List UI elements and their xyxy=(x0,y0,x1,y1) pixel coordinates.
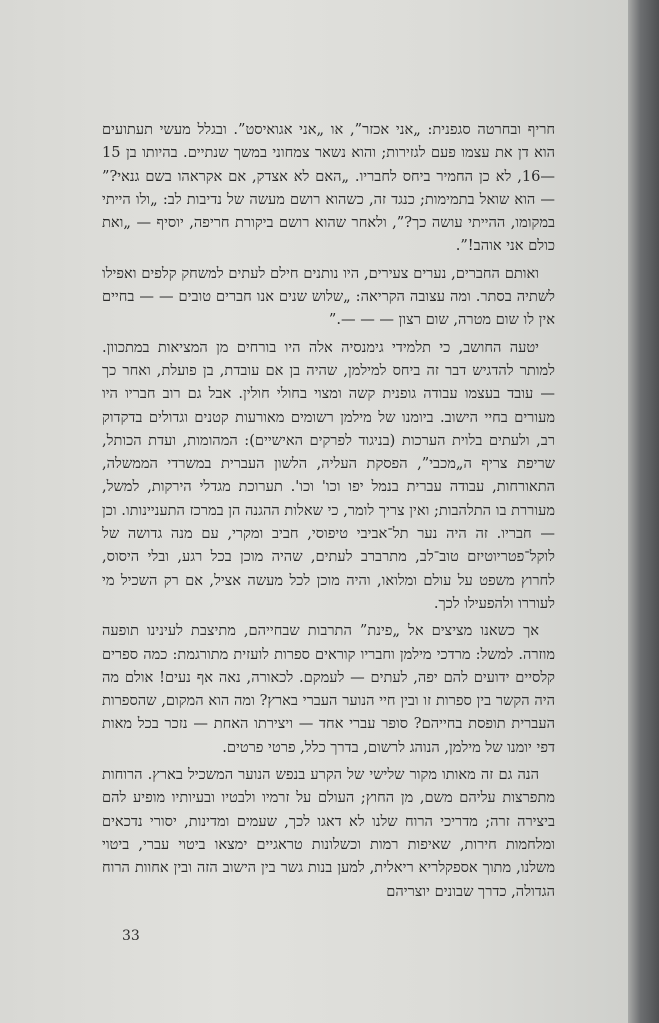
adjacent-page-edge xyxy=(628,0,659,1023)
paragraph: הנה גם זה מאותו מקור שלישי של הקרע בנפש הנוער המשכיל בארץ. הרוחות מתפרצות עליהם משם, מן החוץ; העולם על זרמיו ולבטיו ובעיותיו מופיע להם ביצירה זרה; מדריכי הרוח שלנו לא דאגו לכך, שעמים ומדינות, יסורי נדכאים ומלחמות חירות, שאיפות רמות וכשלונות טראגיים ימצאו ביטוי עברי, ביטוי משלנו, מתוך אספקלריא ריאלית, למען בנות גשר בין הישוב הזה ובין אחוות הרוח הגדולה, כדרך שבונים יוצריהם xyxy=(102,766,556,900)
paragraph: יטעה החושב, כי תלמידי גימנסיה אלה היו בורחים מן המציאות במתכוון. למותר להדגיש דבר זה ביחס למילמן, שהיה בן אם עובדת, בן פועלת, ואחר כך — עובד בעצמו עבודה גופנית קשה ומצוי בחולי חולין. אבל גם רוב חבריו היו מעורים בחיי הישוב. ביומנו של מילמן רשומים מאורעות קטנים וגדולים בדקדוק רב, ולעתים בלוית הערכות (בניגוד לפרקים האישיים): המהומות, ועדת הכותל, שריפת צריף ה„מכבי”, הפסקת העליה, הלשון העברית במשרדי הממשלה, התאורחות, עבודה עברית בנמל יפו וכו' וכו'. תערוכת מגדלי הירקות, למשל, מעוררת בו התלהבות; ואין צריך לומר, כי שאלות ההגנה הן במרכז התעניינותו. וכן — חבריו. זה היה נער תל־אביבי טיפוסי, חביב ומקרי, עם מנה גדושה של לוקל־פטריוטיזם טוב־לב, מתרברב לעתים, שהיה מוכן בכל רגע, ובלי היסוס, לחרוץ משפט על עולם ומלואו, והיה מוכן לכל מעשה אציל, אם רק השכיל מי לעוררו ולהפעילו לכך. xyxy=(102,338,555,612)
body-text xyxy=(102,118,555,903)
page-number: 33 xyxy=(122,928,140,944)
paragraph: ואותם החברים, נערים צעירים, היו נותנים חילם לעתים למשחק קלפים ואפילו לשתיה בסתר. ומה עצובה הקריאה: „שלוש שנים אנו חברים טובים — — בחיים אין לו שום מטרה, שום רצון — — —.” xyxy=(102,264,555,329)
paragraph: אך כשאנו מציצים אל „פינת” התרבות שבחייהם, מתיצבת לעינינו תופעה מוזרה. למשל: מרדכי מילמן וחבריו קוראים ספרות לועזית מתורגמת: כמה ספרים קלסיים ידועים להם יפה, לעתים — לעמקם. לכאורה, נאה אף נעים! אולם מה היה הקשר בין ספרות זו ובין חיי הנוער העברי בארץ? ומה הוא המקום, שהספרות העברית תופסת בחייהם? סופר עברי אחד — ויצירתו האחת — נזכר בכל מאות דפי יומנו של מילמן, הנוהג לרשום, בדרך כלל, פרטי פרטים. xyxy=(102,622,555,756)
paragraph: חריף ובחרטה סגפנית: „אני אכזר”, או „אני אגואיסט”. ובגלל מעשי תעתועים הוא דן את עצמו פעם לגזירות; והוא נשאר צמחוני במשך שנתיים. בהיותו בן 15—16, לא כן החמיר ביחס לחבריו. „האם לא אצדק, אם אקראהו בשם גנאי?” — הוא שואל בתמימות; כנגד זה, כשהוא רושם מעשה של נדיבות לב: „ולו הייתי במקומו, ההייתי עושה כך?”, ולאחר שהוא רושם ביקורת חריפה, יוסיף — „ואת כולם אני אוהב!”. xyxy=(102,121,555,255)
